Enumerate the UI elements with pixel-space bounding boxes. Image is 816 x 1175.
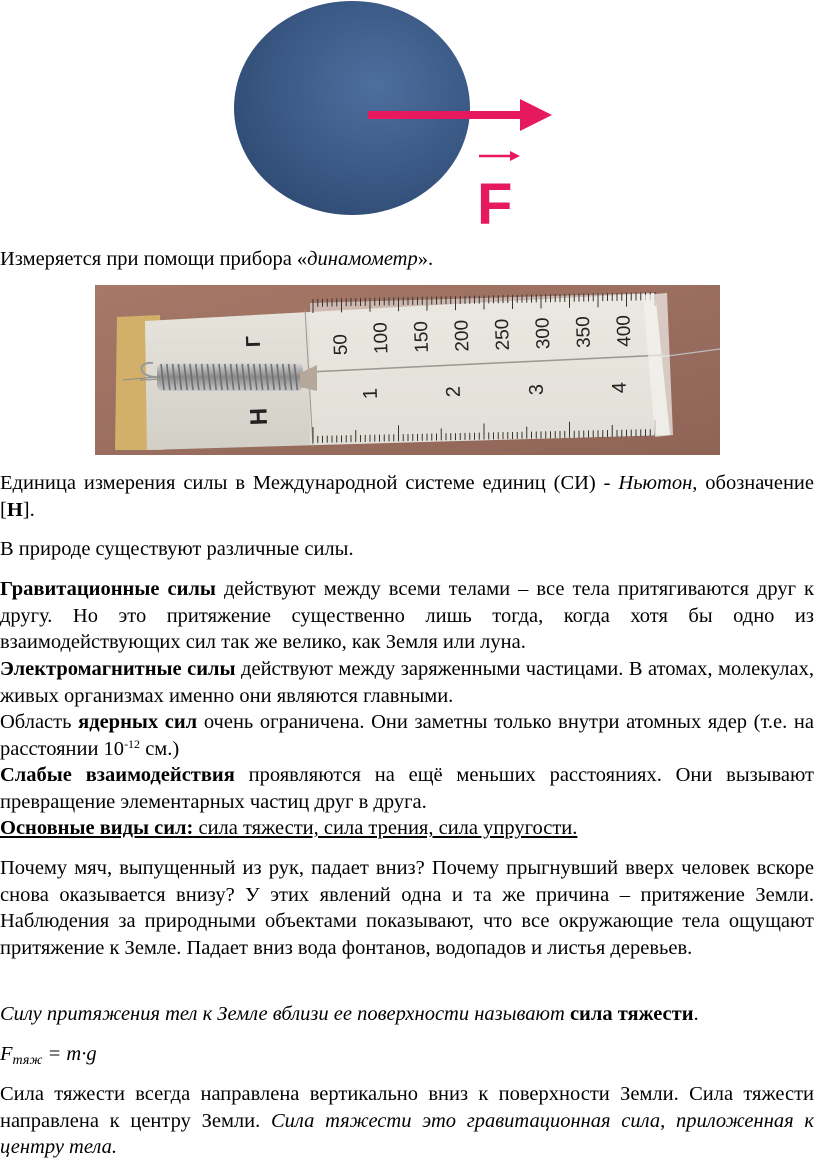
gram-scale-label: 250: [491, 318, 514, 351]
measure-sentence: Измеряется при помощи прибора «динамометр».: [0, 248, 434, 270]
gram-scale-label: 200: [451, 319, 474, 352]
force-label: F: [477, 172, 513, 236]
dynamometer-photo: [95, 285, 720, 455]
nature-paragraph: В природе существуют различные силы.: [0, 538, 354, 560]
newton-scale-label: 3: [525, 383, 548, 396]
unit-paragraph: Единица измерения силы в Международной системе единиц (СИ) - Ньютон, обозначение [Н].: [0, 472, 815, 521]
gram-scale-label: 50: [330, 333, 352, 356]
nuclear-paragraph: Область ядерных сил очень ограничена. Они заметны только внутри атомных ядер (т.е. на расстоянии $10^{-12}$ см.): [0, 711, 814, 760]
electromagnetic-paragraph: Электромагнитные силы действуют между заряженными частицами. В атомах, молекулах, живых организмах именно они являются главными.: [0, 658, 814, 707]
unit-letter-bottom: Н: [245, 407, 273, 426]
newton-scale-label: 2: [442, 385, 465, 398]
newton-scale-label: 4: [608, 381, 631, 394]
gram-scale-label: 150: [410, 320, 433, 354]
force-arrow-head: [520, 99, 552, 131]
gram-scale-label: 100: [370, 321, 393, 355]
gram-scale-label: 400: [613, 314, 636, 348]
force-arrow-shaft: [368, 111, 526, 119]
gravitational-paragraph: Гравитационные силы действуют между всеми телами – все тела притягиваются друг к другу. Но это притяжение существенно лишь тогда, когда хотя бы одно из взаимодействующих сил так же велико, как Земля или луна.: [0, 578, 814, 653]
direction-paragraph: Сила тяжести всегда направлена вертикально вниз к поверхности Земли. Сила тяжести направлена к центру Земли. Сила тяжести это гравитационная сила, приложенная к центру тела.: [0, 1083, 814, 1158]
weak-interactions-paragraph: Слабые взаимодействия проявляются на ещё меньших расстояниях. Они вызывают превращение элементарных частиц друг в друга.: [0, 764, 814, 813]
unit-letter-top: Г: [242, 335, 265, 348]
definition-paragraph: Силу притяжения тел к Земле вблизи ее поверхности называют сила тяжести.: [0, 1003, 699, 1025]
why-paragraph: Почему мяч, выпущенный из рук, падает вниз? Почему прыгнувший вверх человек вскоре снова оказывается внизу? У этих явлений одна и та же причина – притяжение Земли. Наблюдения за природными объектами показывают, что все окружающие тела ощущают притяжение к Земле. Падает вниз вода фонтанов, водопадов и листья деревьев.: [0, 857, 814, 959]
vector-bar-head: [510, 151, 520, 161]
formula: $F_{тяж} = m\cdot g$: [0, 1043, 97, 1068]
ball-shape: [234, 1, 470, 215]
gram-scale-label: 300: [532, 317, 555, 350]
newton-scale-label: 1: [359, 387, 382, 400]
force-ball-figure: [228, 0, 558, 236]
gram-scale-label: 350: [572, 315, 595, 349]
main-types-paragraph: Основные виды сил: сила тяжести, сила трения, сила упругости.: [0, 817, 578, 839]
